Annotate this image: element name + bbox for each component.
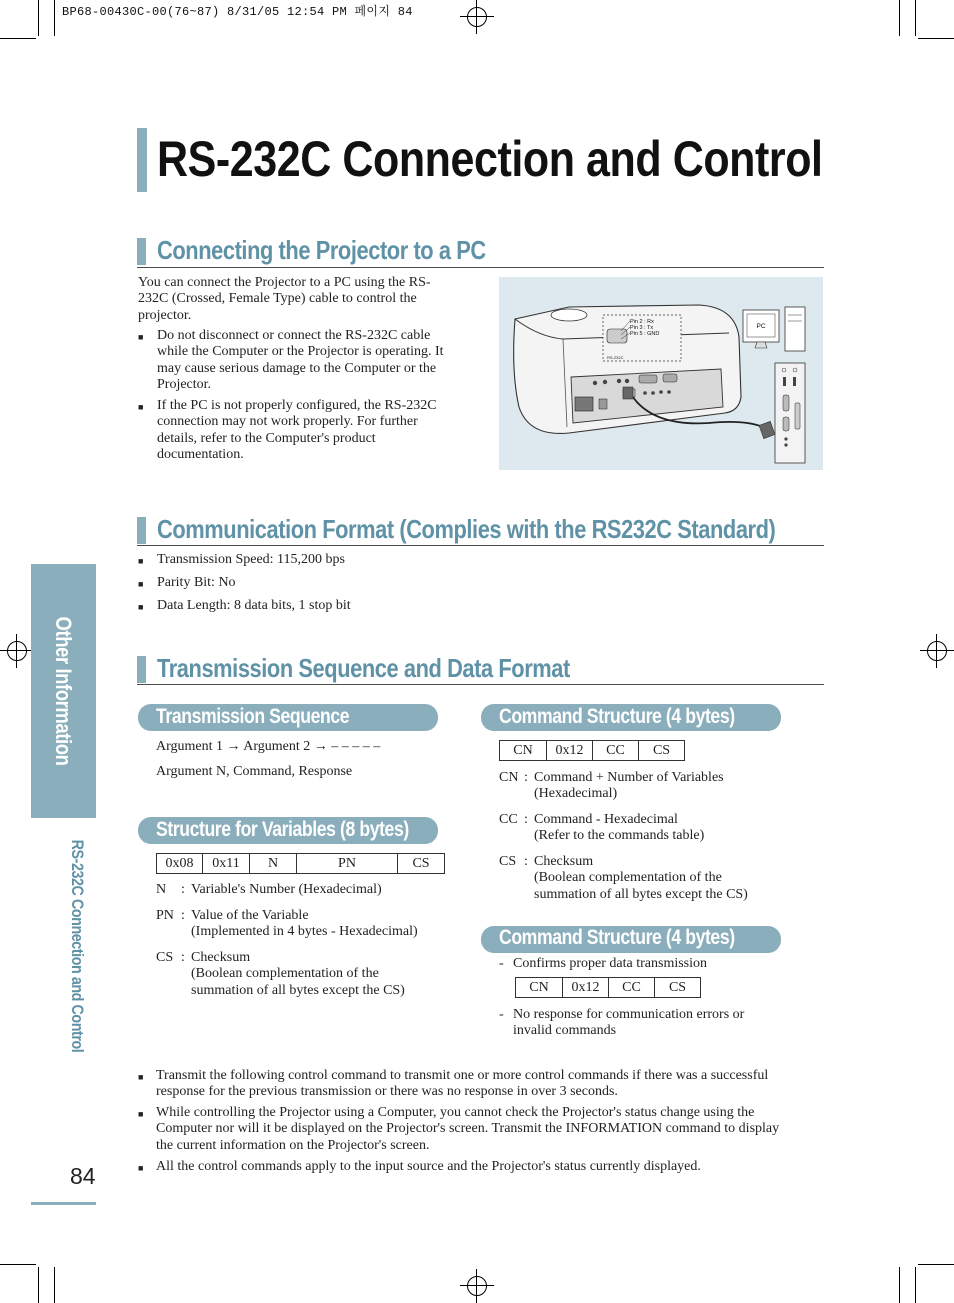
def-term-pn: PN: [156, 908, 174, 923]
pc-label: PC: [756, 323, 766, 330]
command-byte-table: [499, 740, 685, 761]
page-title: RS-232C Connection and Control: [157, 131, 823, 187]
def-colon: :: [181, 908, 185, 923]
def-term-n: N: [156, 882, 167, 897]
title-accent-bar: [137, 128, 147, 192]
variables-byte-table: [156, 853, 445, 874]
sequence-line-2: Argument N, Command, Response: [156, 764, 353, 779]
bullet-square: ■: [138, 1163, 144, 1173]
text-line: Projector.: [157, 376, 212, 392]
text-line: 232C (Crossed, Female Type) cable to control the: [138, 291, 417, 307]
text-line: Value of the Variable: [191, 908, 309, 923]
section-rule: [137, 267, 824, 268]
def-colon: :: [524, 770, 528, 785]
bullet-square: ■: [138, 1109, 144, 1119]
table-row: [500, 741, 685, 761]
section-title-connecting: Connecting the Projector to a PC: [157, 235, 486, 265]
text-line: (Refer to the commands table): [534, 828, 705, 844]
bullet-square: ■: [138, 1072, 144, 1082]
byte-cell: CS: [655, 978, 701, 998]
byte-cell: 0x12: [563, 978, 609, 998]
text-line: the current information on the Projector's screen.: [156, 1137, 430, 1153]
text-line: Do not disconnect or connect the RS-232C cable: [157, 328, 431, 343]
text-line: Checksum: [534, 854, 594, 869]
text-line: while the Computer or the Projector is operating. It: [157, 344, 444, 360]
text-line: (Hexadecimal): [534, 786, 618, 802]
pin-label: Pin 2 : Rx: [630, 319, 654, 325]
def-term-cn: CN: [499, 770, 519, 785]
dash-mark: -: [499, 1007, 504, 1022]
text-line: summation of all bytes except the CS): [191, 982, 405, 998]
side-tab-label: Other Information: [51, 616, 76, 766]
section-rule: [137, 545, 824, 546]
text-line: (Boolean complementation of the: [191, 966, 379, 982]
spec-data-length: Data Length: 8 data bits, 1 stop bit: [157, 598, 351, 613]
text-line: summation of all bytes except the CS): [534, 886, 748, 902]
bullet-square: ■: [138, 602, 144, 612]
byte-cell: CC: [593, 741, 639, 761]
def-body-pn: [191, 908, 418, 941]
text-line: All the control commands apply to the input source and the Projector's status currently displayed.: [156, 1159, 701, 1174]
byte-cell: CN: [500, 741, 547, 761]
warning-bullet-2: [157, 398, 487, 463]
note-2: [156, 1105, 846, 1154]
def-term-cs: CS: [156, 950, 174, 965]
page-number: 84: [70, 1163, 96, 1189]
def-term-cc: CC: [499, 812, 518, 827]
def-colon: :: [181, 882, 185, 897]
text-line: may cause serious damage to the Computer or the: [157, 360, 437, 376]
variables-structure-title: Structure for Variables (8 bytes): [156, 818, 409, 841]
text-line: invalid commands: [513, 1023, 617, 1039]
text-line: Transmit the following control command to transmit one or more control commands if there was a successful: [156, 1068, 769, 1083]
text-line: While controlling the Projector using a Computer, you cannot check the Projector's status change using the: [156, 1105, 755, 1120]
def-colon: :: [524, 854, 528, 869]
section-accent-bar: [137, 656, 146, 683]
side-chapter-label: RS-232C Connection and Control: [68, 839, 87, 1053]
note-1: [156, 1068, 846, 1101]
byte-cell: 0x12: [547, 741, 593, 761]
response-note-2: [513, 1007, 744, 1040]
note-3: [156, 1159, 846, 1175]
table-row: [157, 854, 445, 874]
pin-label: Pin 5 : GND: [630, 331, 660, 337]
def-term-cs: CS: [499, 854, 517, 869]
byte-cell: CC: [609, 978, 655, 998]
def-colon: :: [524, 812, 528, 827]
def-body-cc: [534, 812, 704, 845]
bullet-square: ■: [138, 332, 144, 342]
def-body-cs: [191, 950, 405, 999]
pin-label: Pin 3 : Tx: [630, 325, 654, 331]
sequence-line-1: Argument 1 → Argument 2 → – – – – –: [156, 739, 381, 754]
pc-back-panel: [775, 363, 805, 463]
text-line: Computer nor will it be displayed on the Projector's screen. Transmit the INFORMATION command to display: [156, 1121, 780, 1137]
transmission-sequence-title: Transmission Sequence: [156, 705, 350, 728]
response-byte-table: [515, 977, 701, 998]
text-line: documentation.: [157, 446, 244, 462]
def-body-n: [191, 882, 382, 898]
connection-illustration: [499, 277, 823, 470]
text-line: (Implemented in 4 bytes - Hexadecimal): [191, 924, 418, 940]
byte-cell: 0x08: [157, 854, 203, 874]
byte-cell: CS: [639, 741, 685, 761]
text-line: Command + Number of Variables: [534, 770, 724, 785]
section-accent-bar: [137, 238, 146, 265]
byte-cell: PN: [297, 854, 398, 874]
table-row: [516, 978, 701, 998]
text-line: response for the previous transmission or there was no response in over 3 seconds.: [156, 1084, 618, 1100]
def-colon: :: [181, 950, 185, 965]
section-title-communication: Communication Format (Complies with the RS232C Standard): [157, 514, 776, 544]
section-rule: [137, 684, 824, 685]
byte-cell: CN: [516, 978, 563, 998]
text-line: Command - Hexadecimal: [534, 812, 678, 827]
text-line: If the PC is not properly configured, the RS-232C: [157, 398, 437, 413]
byte-cell: 0x11: [203, 854, 250, 874]
warning-bullet-1: [157, 328, 487, 393]
response-note-1: Confirms proper data transmission: [513, 956, 708, 971]
pc-tower: [785, 307, 805, 351]
text-line: (Boolean complementation of the: [534, 870, 722, 886]
page-number-rule: [31, 1202, 96, 1205]
def-body-cs: [534, 854, 748, 903]
byte-cell: N: [250, 854, 297, 874]
command-structure-title-2: Command Structure (4 bytes): [499, 926, 735, 949]
bullet-square: ■: [138, 402, 144, 412]
spec-parity: Parity Bit: No: [157, 575, 236, 590]
bullet-square: ■: [138, 579, 144, 589]
text-line: No response for communication errors or: [513, 1007, 745, 1022]
text-line: connection may not work properly. For further: [157, 414, 418, 430]
dash-mark: -: [499, 956, 504, 971]
intro-paragraph: [138, 275, 488, 324]
spec-speed: Transmission Speed: 115,200 bps: [157, 552, 345, 567]
port-label: RS-232C: [607, 355, 624, 360]
section-accent-bar: [137, 517, 146, 544]
projector-pc-drawing: [499, 277, 823, 470]
bullet-square: ■: [138, 556, 144, 566]
text-line: details, refer to the Computer's product: [157, 430, 376, 446]
text-line: Checksum: [191, 950, 251, 965]
def-body-cn: [534, 770, 724, 803]
print-slug: BP68-00430C-00(76~87) 8/31/05 12:54 PM 페이지 84: [62, 5, 413, 19]
text-line: projector.: [138, 307, 192, 323]
text-line: Variable's Number (Hexadecimal): [191, 882, 382, 897]
byte-cell: CS: [398, 854, 445, 874]
command-structure-title: Command Structure (4 bytes): [499, 705, 735, 728]
section-title-sequence: Transmission Sequence and Data Format: [157, 653, 570, 683]
text-line: You can connect the Projector to a PC using the RS-: [138, 275, 431, 290]
